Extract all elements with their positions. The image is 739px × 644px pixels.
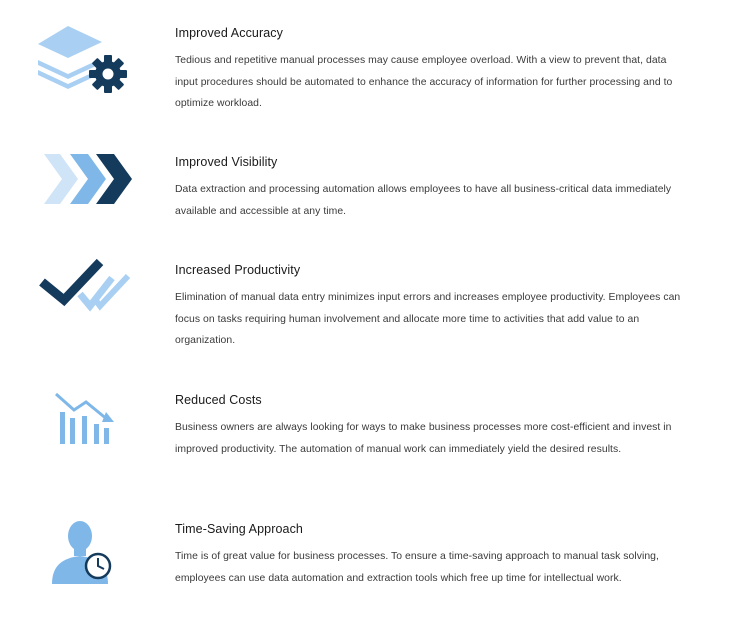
feature-description: Business owners are always looking for ways to make business processes more cost-efficient and invest in improved productivity. The automation of manual work can immediately yield the desired results. <box>175 422 672 455</box>
feature-description: Data extraction and processing automation allows employees to have all business-critical data immediately available and accessible at any time. <box>175 184 672 217</box>
layers-gear-icon <box>36 22 136 112</box>
feature-title: Time-Saving Approach <box>175 522 303 536</box>
feature-title: Improved Visibility <box>175 155 278 169</box>
feature-description: Elimination of manual data entry minimizes input errors and increases employee productivity. Employees can focus on tasks requiring human involvement and allocate more time to activities that add value to an organization. <box>175 292 681 346</box>
chevrons-right-icon <box>36 152 136 242</box>
person-clock-icon <box>36 518 136 608</box>
feature-title: Increased Productivity <box>175 263 301 277</box>
double-check-icon <box>36 258 136 348</box>
feature-title: Reduced Costs <box>175 393 262 407</box>
feature-description: Tedious and repetitive manual processes may cause employee overload. With a view to prevent that, data input procedures should be automated to enhance the accuracy of information for further processing and to optimize workload. <box>175 55 673 109</box>
feature-description: Time is of great value for business processes. To ensure a time-saving approach to manual task solving, employees can use data automation and extraction tools which free up time for intellectual work. <box>175 551 659 584</box>
declining-bar-chart-icon <box>36 390 136 480</box>
feature-title: Improved Accuracy <box>175 26 283 40</box>
